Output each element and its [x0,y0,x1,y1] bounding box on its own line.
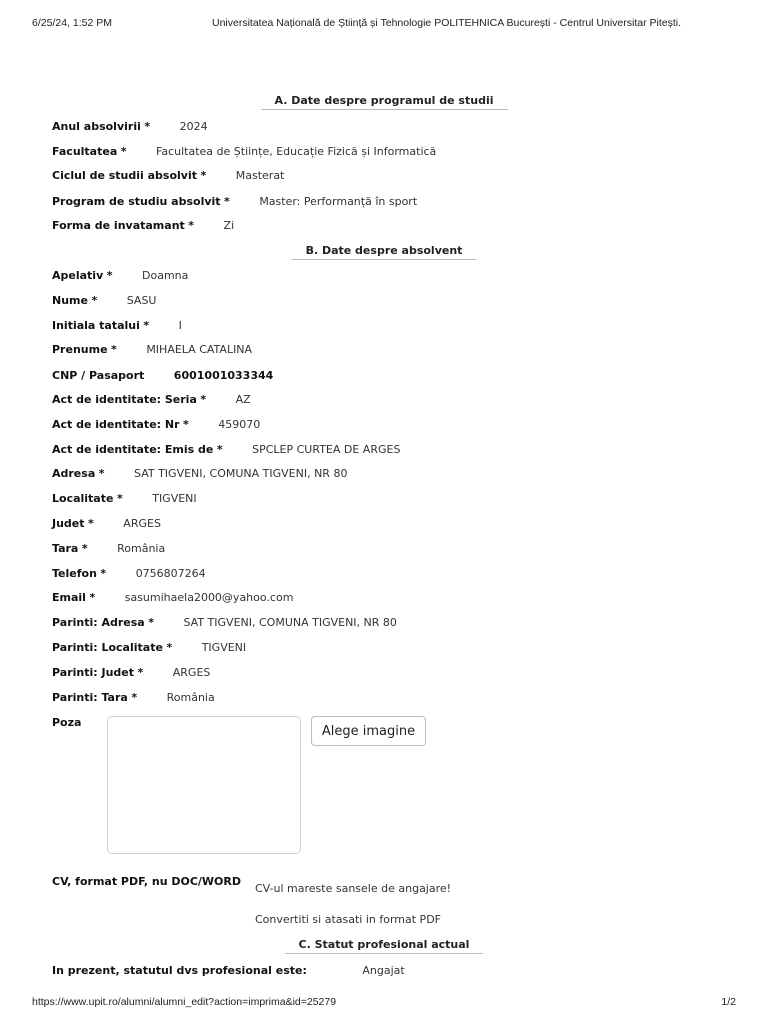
field-program-de-studiu [52,194,417,210]
required-mark: * [200,393,207,406]
required-mark: * [89,591,96,604]
cv-note-benefit: CV-ul mareste sansele de angajare! [255,882,452,895]
print-footer [32,996,736,1010]
field-label: Parinti: Judet [52,666,134,679]
field-label: CNP / Pasaport [52,369,145,382]
field-label: Parinti: Tara [52,691,128,704]
cv-label: CV, format PDF, nu DOC/WORD [52,875,242,888]
cv-field [52,874,241,890]
required-mark: * [111,343,117,356]
field-label: Act de identitate: Emis de [52,443,214,456]
field-adresa [52,466,347,482]
required-mark: * [131,691,138,704]
field-value: Masterat [235,169,285,182]
field-value: Facultatea de Științe, Educație Fizică și Informatică [156,145,437,158]
required-mark: * [137,666,144,679]
field-value: I [178,319,182,332]
field-value: Doamna [142,269,189,282]
field-label: Ciclul de studii absolvit [52,169,197,182]
field-judet [52,516,161,532]
photo-label: Poza [52,716,82,729]
section-c-title: C. Statut profesional actual [0,938,768,954]
field-label: Prenume [52,343,108,356]
field-label: Parinti: Localitate [52,641,163,654]
field-label: Facultatea [52,145,118,158]
photo-preview [107,716,301,854]
field-label: Apelativ [52,269,104,282]
field-label: Act de identitate: Seria [52,393,197,406]
field-value: SASU [126,294,157,307]
field-value: Zi [223,219,235,232]
field-value: 0756807264 [135,567,206,580]
required-mark: * [81,542,88,555]
print-date: 6/25/24, 1:52 PM [32,17,112,29]
print-page-title: Universitatea Națională de Știință și Tehnologie POLITEHNICA București - Centrul Universitar Pitești. [212,17,682,29]
required-mark: * [91,294,98,307]
field-value: SAT TIGVENI, COMUNA TIGVENI, NR 80 [134,467,348,480]
required-mark: * [98,467,105,480]
field-label: In prezent, statutul dvs profesional este: [52,964,307,977]
field-cnp-pasaport [52,368,273,384]
field-value: TIGVENI [152,492,197,505]
field-prenume [52,342,252,358]
field-value: AZ [235,393,251,406]
field-value: SAT TIGVENI, COMUNA TIGVENI, NR 80 [183,616,397,629]
field-value: România [166,691,215,704]
required-mark: * [224,195,230,208]
field-statut-profesional [52,963,405,979]
required-mark: * [200,169,207,182]
section-b-title: B. Date despre absolvent [0,244,768,260]
field-label: Anul absolvirii [52,120,141,133]
field-nume [52,293,156,309]
required-mark: * [120,145,127,158]
field-value: ARGES [172,666,211,679]
field-value: sasumihaela2000@yahoo.com [124,591,294,604]
field-value: 459070 [218,418,261,431]
required-mark: * [188,219,195,232]
field-value: MIHAELA CATALINA [146,343,253,356]
field-value: 6001001033344 [173,369,274,382]
field-telefon [52,566,206,582]
field-label: Parinti: Adresa [52,616,145,629]
required-mark: * [116,492,123,505]
field-act-nr [52,417,260,433]
field-facultatea [52,144,436,160]
field-initiala-tatalui [52,318,182,334]
field-label: Adresa [52,467,96,480]
required-mark: * [100,567,107,580]
required-mark: * [183,418,189,431]
field-act-emis-de [52,442,400,458]
field-value: România [117,542,166,555]
field-label: Tara [52,542,79,555]
field-label: Forma de invatamant [52,219,185,232]
field-value: TIGVENI [201,641,247,654]
field-label: Act de identitate: Nr [52,418,180,431]
field-label: Telefon [52,567,97,580]
field-anul-absolvirii [52,119,208,135]
field-value: SPCLEP CURTEA DE ARGES [252,443,401,456]
print-header [32,17,736,31]
required-mark: * [216,443,223,456]
field-label: Program de studiu absolvit [52,195,221,208]
field-tara [52,541,165,557]
section-a-title: A. Date despre programul de studii [0,94,768,110]
photo-field [52,715,81,731]
required-mark: * [106,269,113,282]
field-label: Judet [52,517,85,530]
field-label: Nume [52,294,88,307]
field-label: Email [52,591,86,604]
field-act-seria [52,392,251,408]
field-value: 2024 [179,120,208,133]
choose-image-button[interactable]: Alege imagine [311,716,426,746]
print-page-number: 1/2 [721,996,736,1008]
required-mark: * [143,319,150,332]
field-label: Initiala tatalui [52,319,140,332]
field-parinti-judet [52,665,210,681]
required-mark: * [148,616,154,629]
cv-note-format: Convertiti si atasati in format PDF [255,913,441,926]
field-value: Angajat [362,964,405,977]
field-email [52,590,293,606]
field-value: Master: Performanță în sport [259,195,418,208]
required-mark: * [144,120,151,133]
field-localitate [52,491,197,507]
field-apelativ [52,268,188,284]
required-mark: * [88,517,94,530]
field-value: ARGES [123,517,161,530]
field-label: Localitate [52,492,114,505]
field-parinti-tara [52,690,215,706]
print-url: https://www.upit.ro/alumni/alumni_edit?action=imprima&id=25279 [32,996,337,1008]
required-mark: * [166,641,173,654]
field-parinti-adresa [52,615,397,631]
field-forma-de-invatamant [52,218,234,234]
field-parinti-localitate [52,640,246,656]
field-ciclul-de-studii [52,168,284,184]
